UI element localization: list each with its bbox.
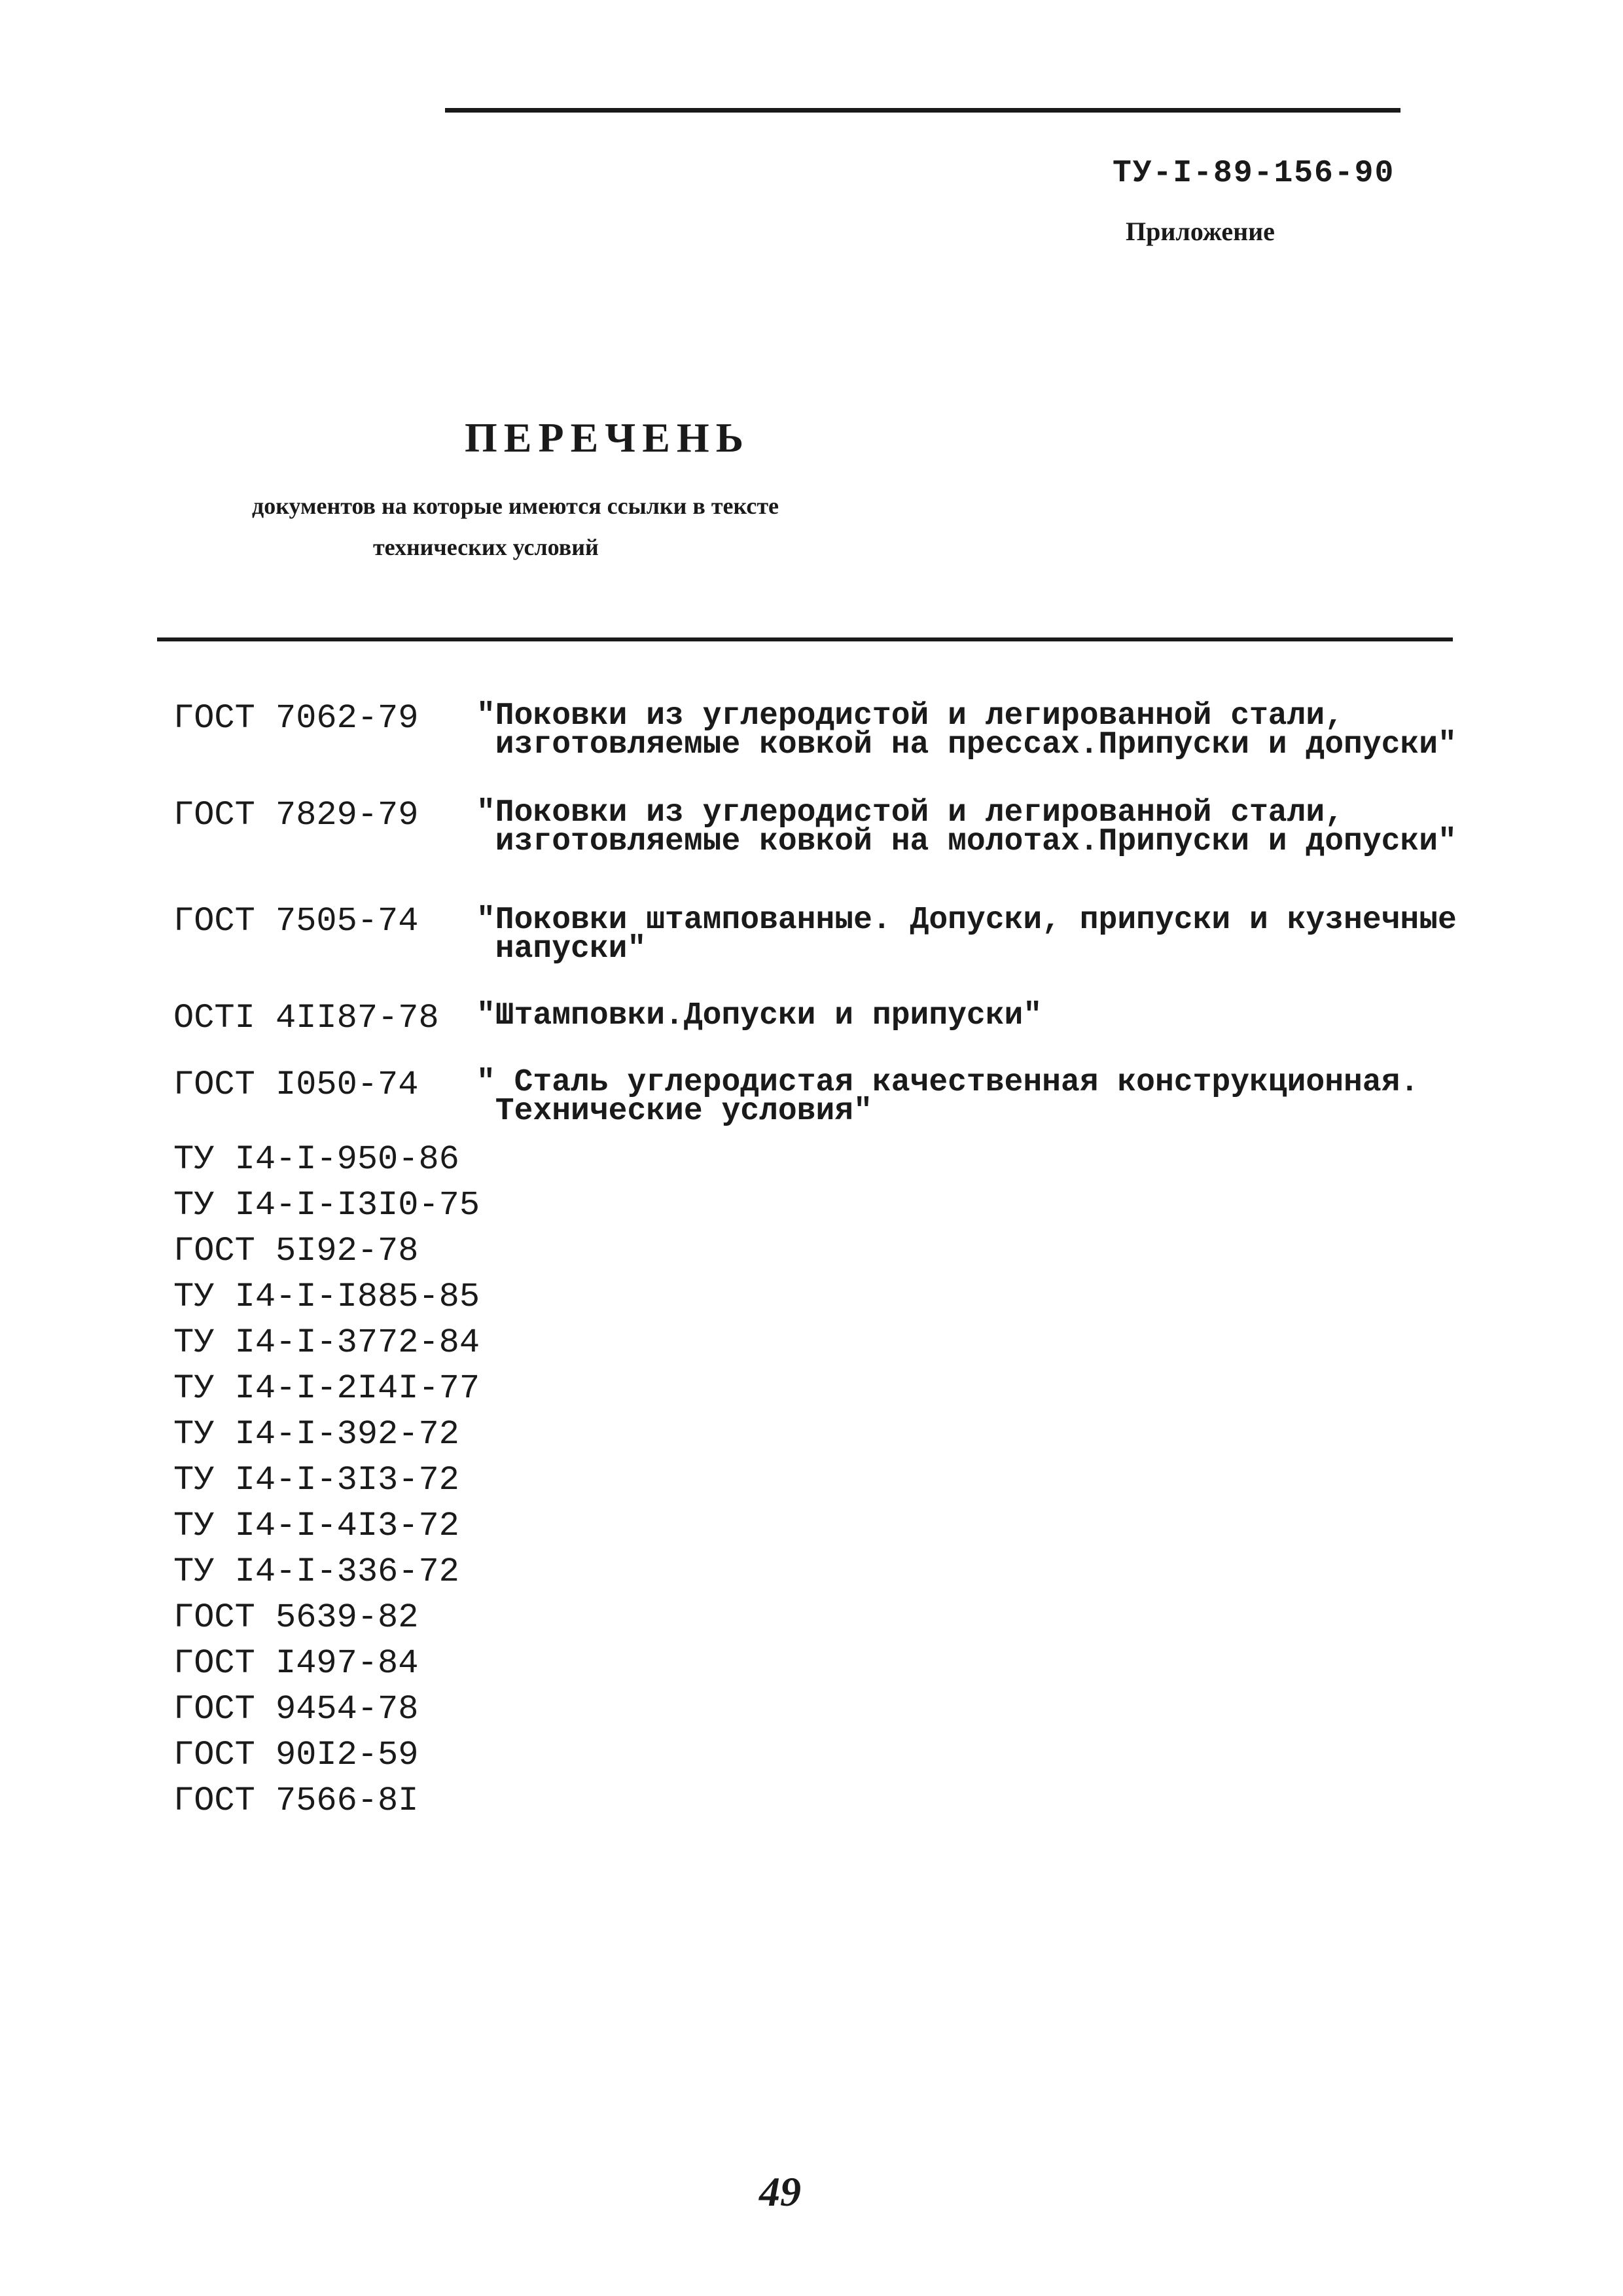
reference-code: ГОСТ 90I2-59 (173, 1736, 419, 1774)
reference-code: ТУ I4-I-3772-84 (173, 1323, 480, 1362)
page-title: ПЕРЕЧЕНЬ (465, 414, 750, 461)
reference-code: ГОСТ 9454-78 (173, 1690, 419, 1729)
reference-code: ГОСТ 7566-8I (173, 1782, 419, 1820)
reference-title: " Сталь углеродистая качественная конструкционная. Технические условия" (476, 1065, 1419, 1129)
subtitle-line-2: технических условий (373, 534, 599, 560)
reference-code: ТУ I4-I-4I3-72 (173, 1507, 459, 1545)
reference-code: ОСТI 4II87-78 (173, 999, 439, 1037)
reference-code: ГОСТ 5I92-78 (173, 1232, 419, 1270)
reference-code: ТУ I4-I-950-86 (173, 1140, 459, 1179)
document-code: ТУ-I-89-156-90 (1113, 156, 1395, 191)
reference-code: ГОСТ 7505-74 (173, 902, 419, 941)
page-number: 49 (759, 2168, 801, 2215)
reference-title: "Штамповки.Допуски и припуски" (476, 998, 1043, 1033)
subtitle-line-1: документов на которые имеются ссылки в тексте (252, 493, 779, 519)
reference-title: "Поковки из углеродистой и легированной стали, изготовляемые ковкой на молотах.Припуски и допуски" (476, 795, 1457, 859)
reference-title: "Поковки штампованные. Допуски, припуски и кузнечные напуски" (476, 903, 1457, 967)
reference-title: "Поковки из углеродистой и легированной стали, изготовляемые ковкой на прессах.Припуски и допуски" (476, 698, 1457, 762)
reference-code: ТУ I4-I-336-72 (173, 1552, 459, 1591)
reference-code: ГОСТ I050-74 (173, 1066, 419, 1104)
reference-code: ГОСТ 7829-79 (173, 796, 419, 834)
appendix-label: Приложение (1126, 217, 1275, 246)
reference-code: ТУ I4-I-392-72 (173, 1415, 459, 1454)
reference-code: ТУ I4-I-2I4I-77 (173, 1369, 480, 1408)
reference-code: ТУ I4-I-I885-85 (173, 1278, 480, 1316)
reference-code: ГОСТ I497-84 (173, 1644, 419, 1683)
section-rule (157, 637, 1453, 641)
reference-code: ГОСТ 7062-79 (173, 699, 419, 738)
reference-code: ТУ I4-I-3I3-72 (173, 1461, 459, 1499)
reference-code: ТУ I4-I-I3I0-75 (173, 1186, 480, 1225)
reference-code: ГОСТ 5639-82 (173, 1598, 419, 1637)
top-rule (445, 108, 1400, 113)
